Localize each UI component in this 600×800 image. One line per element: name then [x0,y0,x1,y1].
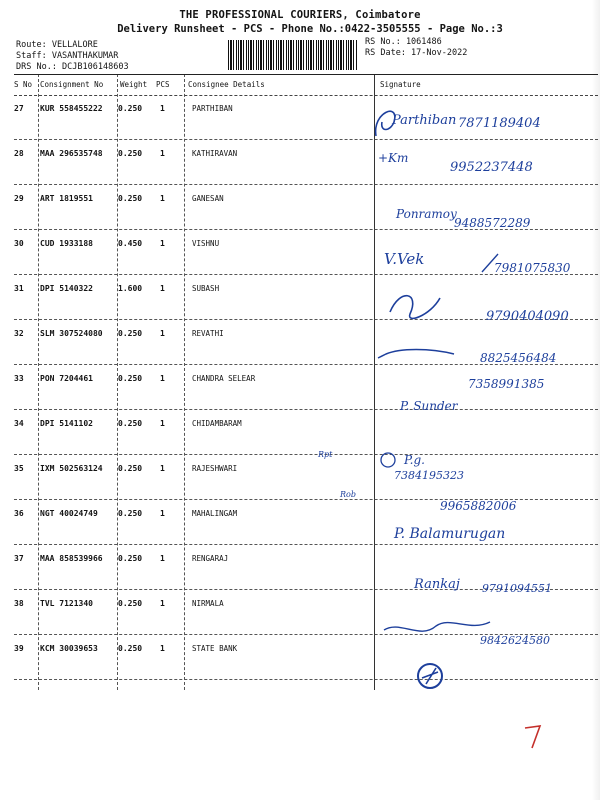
row-consignment: DPI 5140322 [40,284,93,293]
row-consignment: SLM 307524080 [40,329,103,338]
row-consignee: RENGARAJ [192,554,229,563]
rs-date: RS Date: 17-Nov-2022 [365,48,468,58]
side-note: Rpt [318,450,333,459]
row-weight: 0.450 [118,239,143,248]
col-consignee: Consignee Details [188,80,265,89]
drs-number: DRS No.: DCJB106148603 [16,62,129,72]
row-sno: 38 [14,599,24,608]
row-consignee: KATHIRAVAN [192,149,238,158]
phone-number: 9488572289 [454,216,531,230]
route-label: Route: VELLALORE [16,40,98,50]
signature-text: Parthiban [392,113,457,128]
phone-number: 8825456484 [480,351,557,365]
row-sno: 39 [14,644,24,653]
row-weight: 0.250 [118,599,143,608]
row-pcs: 1 [160,239,165,248]
col-signature: Signature [380,80,421,89]
row-pcs: 1 [160,419,165,428]
row-consignee: VISHNU [192,239,220,248]
page-mark-icon [522,722,546,750]
row-consignee: PARTHIBAN [192,104,233,113]
side-note: Rob [340,490,356,499]
row-sno: 32 [14,329,24,338]
row-consignment: MAA 296535748 [40,149,103,158]
signature-text: P. Sunder [400,399,458,413]
row-sno: 36 [14,509,24,518]
phone-number: 7981075830 [494,261,571,275]
signature-mark: +Km [378,151,409,165]
phone-number: 9791094551 [482,582,552,595]
row-pcs: 1 [160,104,165,113]
row-sno: 30 [14,239,24,248]
row-consignee: CHANDRA SELEAR [192,374,256,383]
phone-number: 7358991385 [468,377,545,391]
row-consignee: CHIDAMBARAM [192,419,242,428]
col-weight: Weight [120,80,148,89]
handwriting-layer [370,92,600,712]
row-sno: 34 [14,419,24,428]
row-consignment: CUD 1933188 [40,239,93,248]
row-pcs: 1 [160,644,165,653]
row-weight: 0.250 [118,194,143,203]
row-pcs: 1 [160,194,165,203]
row-sno: 29 [14,194,24,203]
row-sno: 35 [14,464,24,473]
col-sno: S No [14,80,33,89]
row-consignee: REVATHI [192,329,224,338]
row-pcs: 1 [160,554,165,563]
row-consignment: MAA 858539966 [40,554,103,563]
row-weight: 0.250 [118,644,143,653]
signature-mark: P.g. [404,453,425,467]
row-weight: 1.600 [118,284,143,293]
col-pcs: PCS [156,80,170,89]
phone-number: 9952237448 [450,160,533,175]
scan-edge [592,0,600,800]
row-sno: 33 [14,374,24,383]
barcode [228,40,358,70]
row-pcs: 1 [160,374,165,383]
row-weight: 0.250 [118,329,143,338]
phone-number: 9842624580 [480,634,550,647]
row-pcs: 1 [160,464,165,473]
signature-column [370,92,600,712]
row-consignee: GANESAN [192,194,224,203]
row-weight: 0.250 [118,104,143,113]
row-weight: 0.250 [118,419,143,428]
row-consignment: PON 7204461 [40,374,93,383]
row-weight: 0.250 [118,554,143,563]
row-consignment: IXM 502563124 [40,464,103,473]
row-consignment: TVL 7121340 [40,599,93,608]
row-pcs: 1 [160,509,165,518]
row-consignee: NIRMALA [192,599,224,608]
row-pcs: 1 [160,329,165,338]
row-sno: 31 [14,284,24,293]
row-consignee: RAJESHWARI [192,464,238,473]
row-sno: 27 [14,104,24,113]
row-weight: 0.250 [118,149,143,158]
row-pcs: 1 [160,149,165,158]
signature-text: Rankaj [414,577,460,592]
row-weight: 0.250 [118,374,143,383]
row-sno: 37 [14,554,24,563]
row-consignee: STATE BANK [192,644,238,653]
phone-number: 9965882006 [440,499,517,513]
col-consignment: Consignment No [40,80,104,89]
staff-label: Staff: VASANTHAKUMAR [16,51,119,61]
phone-number: 9790404090 [486,309,569,324]
row-consignment: ART 1819551 [40,194,93,203]
signature-text: V.Vek [384,250,425,268]
row-consignee: MAHALINGAM [192,509,238,518]
row-consignment: KUR 558455222 [40,104,103,113]
phone-number: 7871189404 [458,116,541,131]
row-weight: 0.250 [118,509,143,518]
row-consignment: KCM 30039653 [40,644,98,653]
rs-number: RS No.: 1061486 [365,37,442,47]
row-consignment: NGT 40024749 [40,509,98,518]
row-consignment: DPI 5141102 [40,419,93,428]
company-title: THE PROFESSIONAL COURIERS, Coimbatore [179,9,421,21]
phone-number: 7384195323 [394,469,464,482]
signature-text: Ponramoy [396,207,457,221]
row-weight: 0.250 [118,464,143,473]
row-pcs: 1 [160,284,165,293]
row-consignee: SUBASH [192,284,220,293]
runsheet-subtitle: Delivery Runsheet - PCS - Phone No.:0422-3505555 - Page No.:3 [117,23,503,35]
signature-text: P. Balamurugan [394,526,506,542]
row-sno: 28 [14,149,24,158]
row-pcs: 1 [160,599,165,608]
